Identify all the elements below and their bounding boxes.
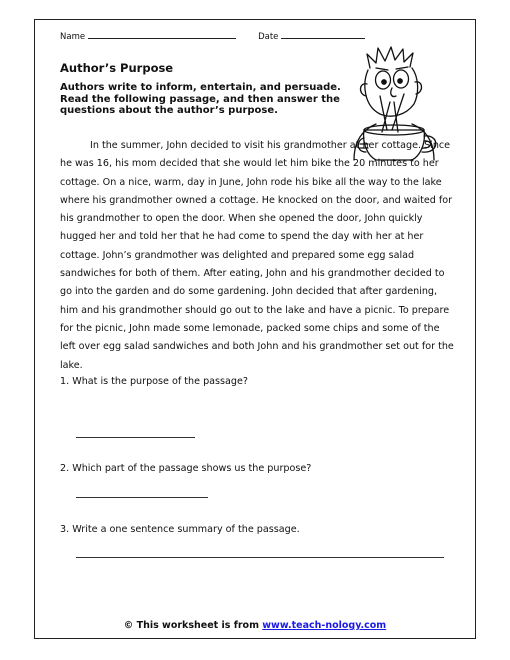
date-field[interactable] xyxy=(258,30,365,42)
date-line xyxy=(281,30,365,39)
date-label: Date xyxy=(258,32,279,42)
footer xyxy=(0,620,510,631)
answer-line-2[interactable] xyxy=(76,497,208,498)
question-1: 1. What is the purpose of the passage? xyxy=(60,376,249,387)
question-2: 2. Which part of the passage shows us the purpose? xyxy=(60,463,312,474)
instructions: Authors write to inform, entertain, and persuade. Read the following passage, and then answer the questions about the author’s purpose. xyxy=(60,82,341,116)
footer-link[interactable]: www.teach-nology.com xyxy=(262,620,387,631)
name-label: Name xyxy=(60,32,86,42)
name-line xyxy=(88,30,236,39)
passage: In the summer, John decided to visit his grandmother at her cottage. Since he was 16, his mom decided that she would let him bike the 20 minutes to her cottage. On a nice, warm, day in June, John rode his bike all the way to the lake where his grandmother owned a cottage. He knocked on the door, and waited for his grandmother to open the door. When she opened the door, John quickly hugged her and told her that he had come to spend the day with her at her cottage. John’s grandmother was delighted and prepared some egg salad sandwiches for both of them. After eating, John and his grandmother decided to go into the garden and do some gardening. John decided that after gardening, him and his grandmother should go out to the lake and have a picnic. To prepare for the picnic, John made some lemonade, packed some chips and some of the left over egg salad sandwiches and both John and his grandmother set out for the lake. xyxy=(60,140,454,371)
page-title: Author’s Purpose xyxy=(60,61,174,75)
name-field[interactable] xyxy=(60,30,236,42)
answer-line-1[interactable] xyxy=(76,437,195,438)
answer-line-3[interactable] xyxy=(76,557,444,558)
header-row xyxy=(60,30,365,42)
question-3: 3. Write a one sentence summary of the passage. xyxy=(60,524,300,535)
footer-text: © This worksheet is from xyxy=(123,620,263,631)
